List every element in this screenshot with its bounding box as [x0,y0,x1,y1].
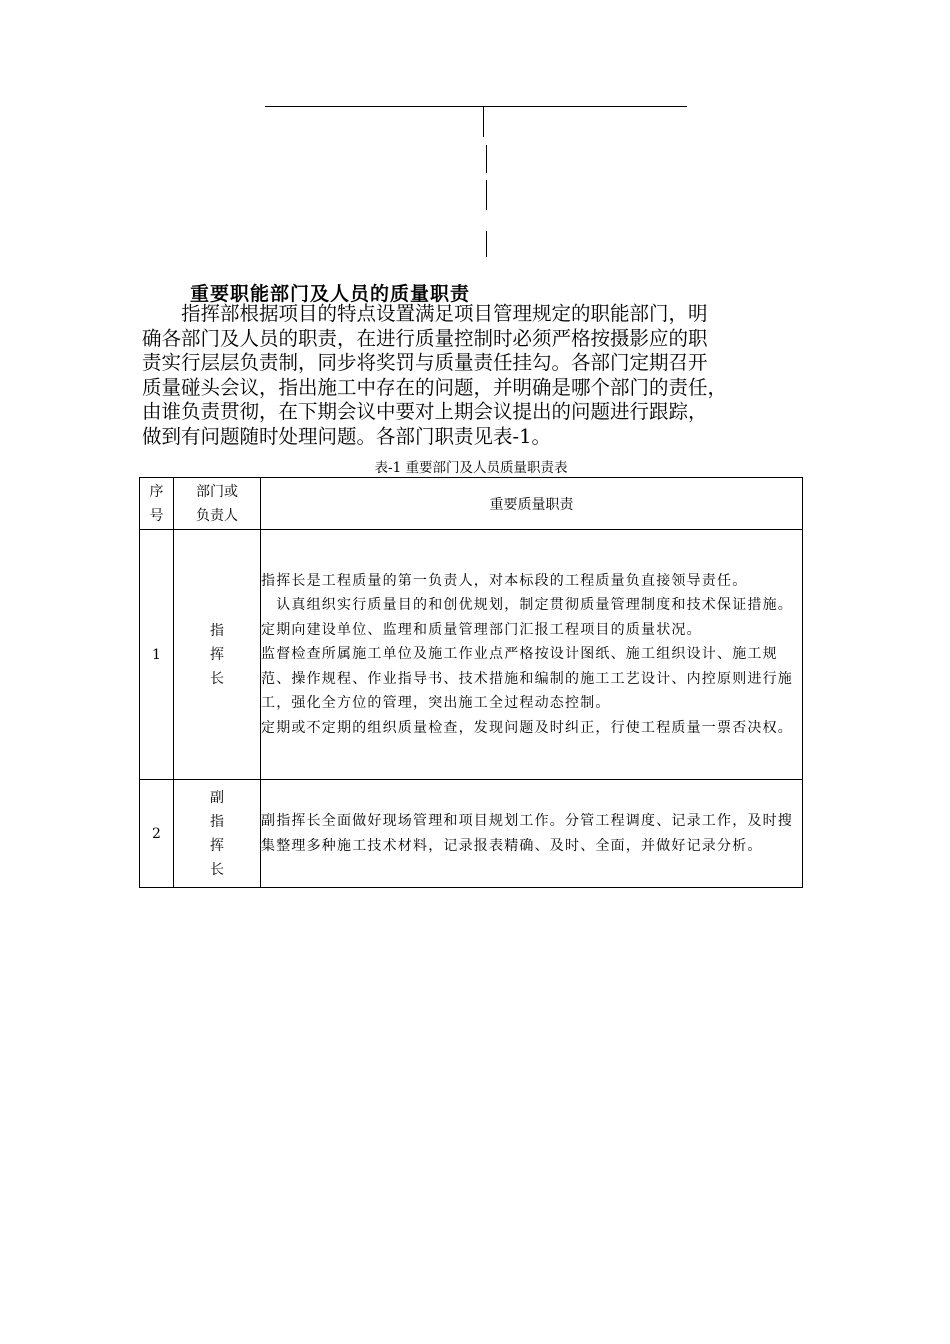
duty-item: 定期或不定期的组织质量检查，发现问题及时纠正，行使工程质量一票否决权。 [261,719,793,736]
header-no: 序 号 [140,478,174,530]
org-chart-top-line [265,106,687,107]
row-no: 2 [140,780,174,888]
duty-item: 定期向建设单位、监理和质量管理部门汇报工程项目的质量状况。 [261,621,702,638]
row-no: 1 [140,530,174,780]
org-chart-connector [486,145,487,173]
paragraph-line: 由谁负责贯彻，在下期会议中要对上期会议提出的问题进行跟踪， [142,400,708,423]
duty-table [139,477,803,888]
org-chart-connector [486,231,487,257]
table-row [140,780,803,888]
table-header-row [140,478,803,530]
row-duties [261,530,803,780]
duty-item: 监督检查所属施工单位及施工作业点严格按设计图纸、施工组织设计、施工规范、操作规程、作业指导书、技术措施和编制的施工工艺设计、内控原则进行施工，强化全方位的管理，突出施工全过程动态控制。 [261,646,793,712]
paragraph-line: 指挥部根据项目的特点设置满足项目管理规定的职能部门，明 [142,302,708,325]
section-heading: 重要职能部门及人员的质量职责 [190,283,471,305]
table-row [140,530,803,780]
duty-item: 认真组织实行质量目的和创优规划，制定贯彻质量管理制度和技术保证措施。 [261,597,793,614]
row-dept: 指 挥 长 [174,530,261,780]
paragraph-line: 责实行层层负责制，同步将奖罚与质量责任挂勾。各部门定期召开 [142,351,708,374]
row-duties [261,780,803,888]
org-chart-connector [486,180,487,210]
table-caption: 表-1 重要部门及人员质量职责表 [374,460,568,476]
intro-paragraph [142,302,832,449]
duty-item: 指挥长是工程质量的第一负责人，对本标段的工程质量负直接领导责任。 [261,572,748,589]
header-dept: 部门或 负责人 [174,478,261,530]
paragraph-line: 质量碰头会议，指出施工中存在的问题，并明确是哪个部门的责任， [142,375,728,399]
paragraph-line: 做到有问题随时处理问题。各部门职责见表-1。 [142,424,551,448]
row-dept: 副 指 挥 长 [174,780,261,888]
duty-item: 副指挥长全面做好现场管理和项目规划工作。分管工程调度、记录工作，及时搜集整理多种施工技术材料，记录报表精确、及时、全面，并做好记录分析。 [261,813,793,854]
header-duty: 重要质量职责 [261,478,803,530]
org-chart-connector [483,106,484,137]
paragraph-line: 确各部门及人员的职责，在进行质量控制时必须严格按摄影应的职 [142,326,708,350]
